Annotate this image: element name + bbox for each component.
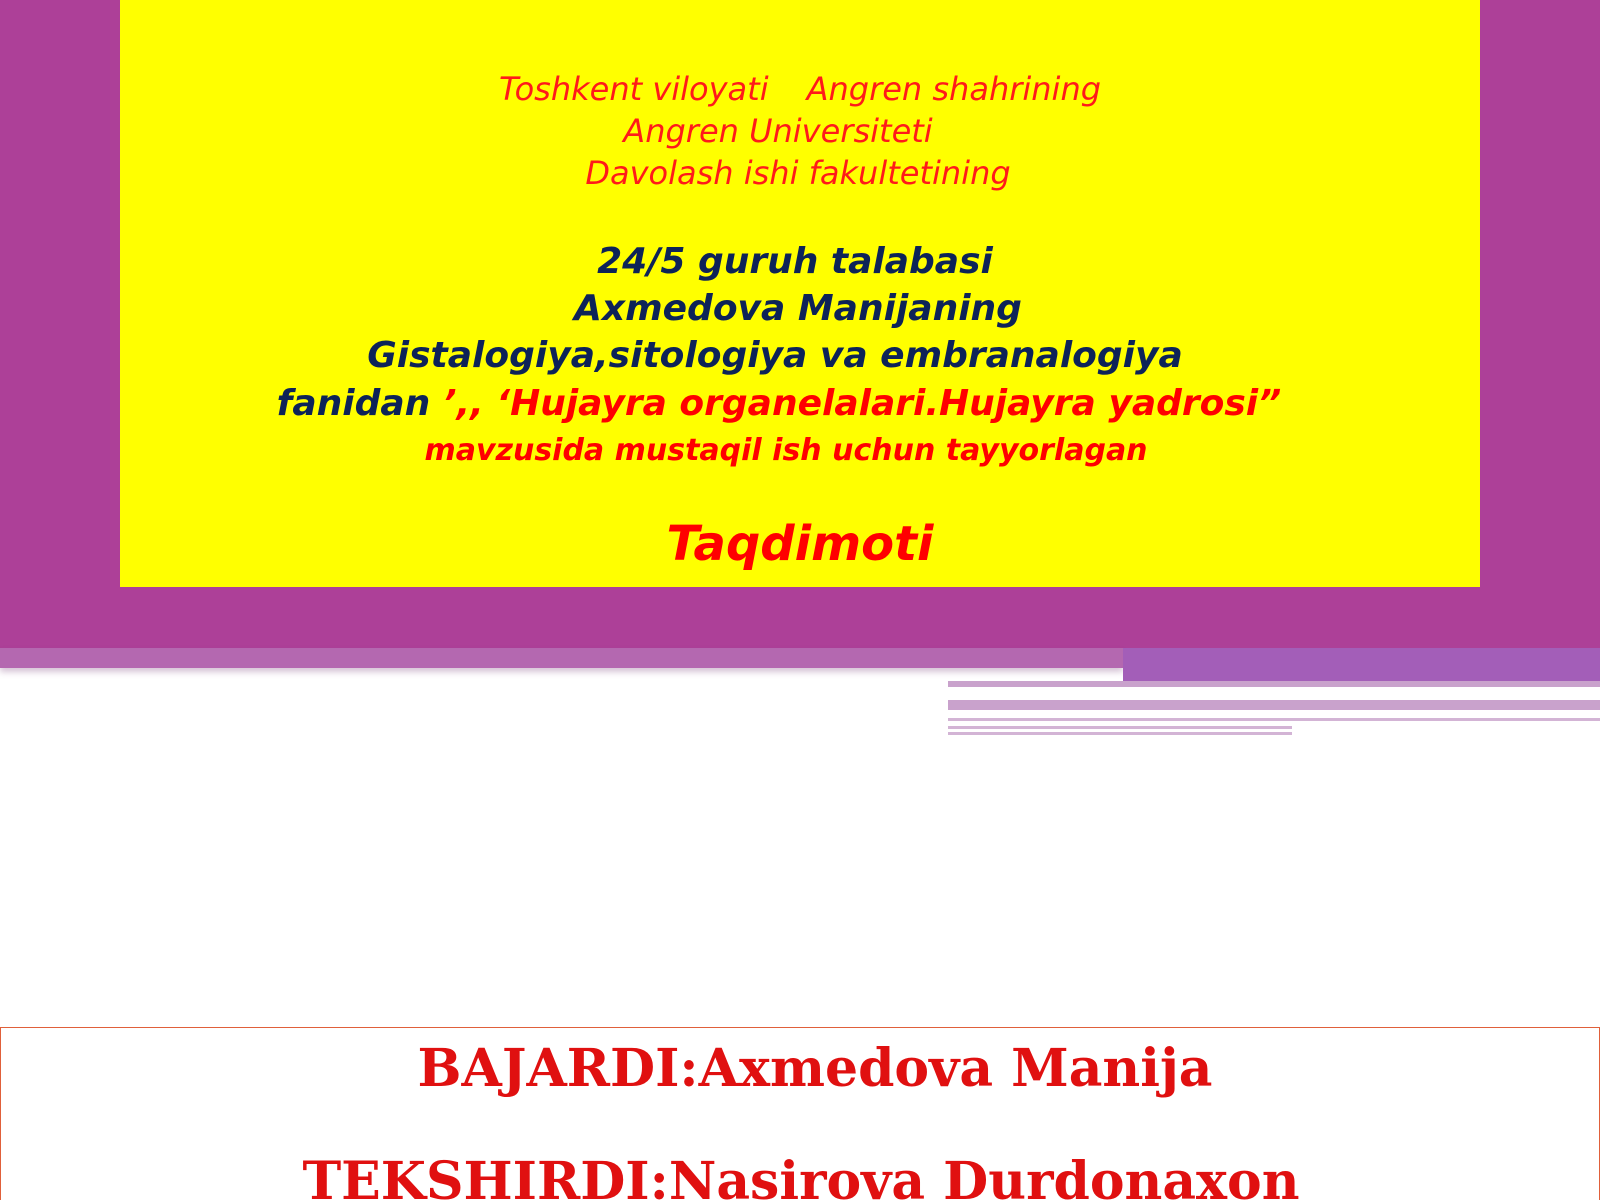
decor-stripe bbox=[948, 681, 1600, 687]
topic-prefix: fanidan bbox=[276, 383, 443, 424]
checked-by-line: TEKSHIRDI:Nasirova Durdonaxon bbox=[302, 1151, 1300, 1200]
region-part-a: Toshkent viloyati bbox=[498, 70, 769, 108]
purple-tab-decoration bbox=[1123, 648, 1600, 681]
decor-stripe bbox=[948, 694, 1484, 698]
done-by-line: BAJARDI:Axmedova Manija bbox=[417, 1038, 1213, 1099]
region-line bbox=[120, 70, 1480, 108]
topic-line bbox=[99, 383, 1459, 424]
purpose-line: mavzusida mustaqil ish uchun tayyorlagan bbox=[424, 433, 1148, 468]
student-name-line: Axmedova Manijaning bbox=[574, 288, 1022, 329]
presentation-title: Taqdimoti bbox=[666, 516, 934, 572]
decor-stripe bbox=[948, 732, 1292, 735]
signature-box bbox=[0, 1027, 1600, 1200]
university-line: Angren Universiteti bbox=[623, 112, 933, 150]
title-card bbox=[120, 0, 1480, 587]
faculty-line: Davolash ishi fakultetining bbox=[585, 154, 1011, 192]
decor-stripe bbox=[1292, 711, 1571, 715]
decor-stripe bbox=[948, 718, 1600, 721]
topic-title: ’,, ‘Hujayra organelalari.Hujayra yadrosi” bbox=[442, 383, 1282, 424]
group-line: 24/5 guruh talabasi bbox=[597, 241, 993, 282]
decor-stripe bbox=[948, 700, 1600, 710]
subject-line: Gistalogiya,sitologiya va embranalogiya bbox=[367, 335, 1183, 376]
region-part-b: Angren shahrining bbox=[806, 70, 1102, 108]
purple-backdrop-lower bbox=[0, 648, 1123, 668]
decor-stripe bbox=[948, 726, 1292, 729]
